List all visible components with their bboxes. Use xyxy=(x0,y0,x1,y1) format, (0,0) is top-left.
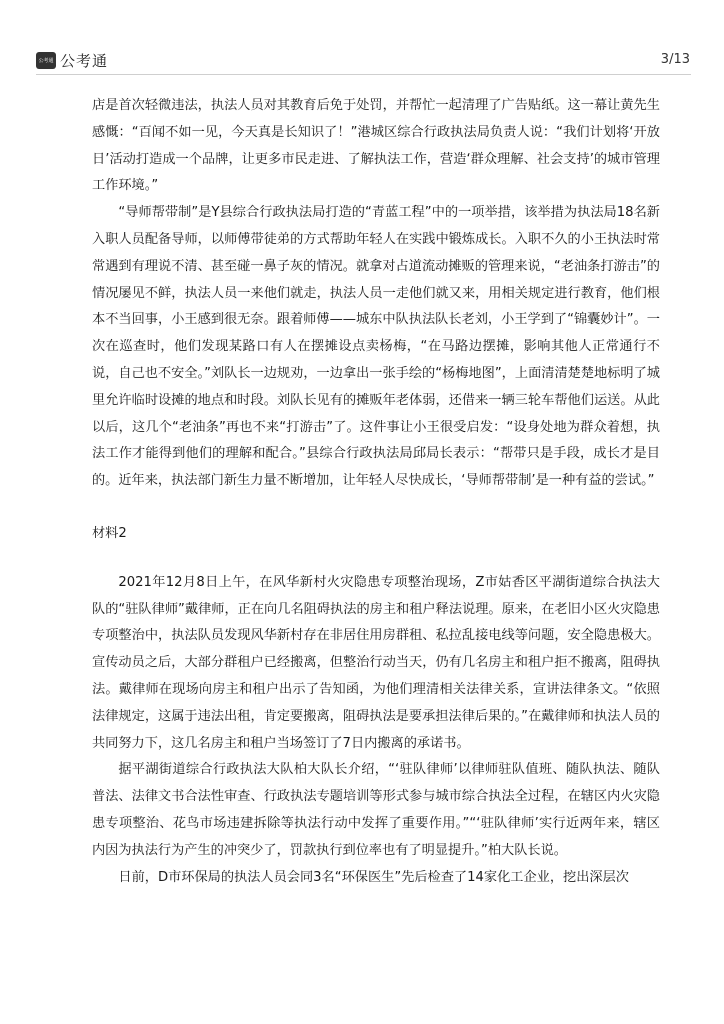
header-divider xyxy=(36,74,691,75)
paragraph-1: 店是首次轻微违法，执法人员对其教育后免于处罚，并帮忙一起清理了广告贴纸。这一幕让黄先生感慨：“百闻不如一见，今天真是长知识了！”港城区综合行政执法局负责人说：“我们计划将‘开放日’活动打造成一个品牌，让更多市民走进、了解执法工作，营造‘群众理解、社会支持’的城市管理工作环境。” xyxy=(92,98,660,194)
logo-badge-text: 公考通 xyxy=(38,58,54,64)
paragraph-5: 日前，D市环保局的执法人员会同3名“环保医生”先后检查了14家化工企业，挖出深层次 xyxy=(118,869,629,885)
paragraph-2: “导师帮带制”是Y县综合行政执法局打造的“青蓝工程”中的一项举措，该举措为执法局18名新入职人员配备导师，以师傅带徒弟的方式帮助年轻人在实践中锻炼成长。入职不久的小王执法时常常遇到有理说不清、甚至碰一鼻子灰的情况。就拿对占道流动摊贩的管理来说，“老油条打游击”的情况屡见不鲜，执法人员一来他们就走，执法人员一走他们就又来，用相关规定进行教育，他们根本不当回事，小王感到很无奈。跟着师傅——城东中队执法队长老刘，小王学到了“锦囊妙计”。一次在巡查时，他们发现某路口有人在摆摊设点卖杨梅，“在马路边摆摊，影响其他人正常通行不说，自己也不安全。”刘队长一边规劝，一边拿出一张手绘的“杨梅地图”，上面清清楚楚地标明了城里允许临时设摊的地点和时段。刘队长见有的摊贩年老体弱，还借来一辆三轮车帮他们运送。从此以后，这几个“老油条”再也不来“打游击”了。这件事让小王很受启发：“设身处地为群众着想，执法工作才能得到他们的理解和配合。”县综合行政执法局邱局长表示：“帮带只是手段，成长才是目的。近年来，执法部门新生力量不断增加，让年轻人尽快成长，‘导师帮带制’是一种有益的尝试。” xyxy=(92,205,660,489)
logo-badge-icon xyxy=(36,52,56,69)
brand-logo xyxy=(36,50,108,71)
page-indicator: 3/13 xyxy=(660,52,690,67)
section-heading-material-2: 材料2 xyxy=(92,525,127,541)
logo-text: 公考通 xyxy=(60,52,109,70)
page-header xyxy=(0,0,724,78)
document-body xyxy=(92,93,660,891)
paragraph-4: 据平湖街道综合行政执法大队柏大队长介绍，“‘驻队律师’以律师驻队值班、随队执法、随队普法、法律文书合法性审查、行政执法专题培训等形式参与城市综合执法全过程，在辖区内火灾隐患专项整治、花鸟市场违建拆除等执法行动中发挥了重要作用。”“‘驻队律师’实行近两年来，辖区内因为执法行为产生的冲突少了，罚款执行到位率也有了明显提升。”柏大队长说。 xyxy=(92,762,660,858)
paragraph-3: 2021年12月8日上午，在风华新村火灾隐患专项整治现场，Z市姑香区平湖街道综合执法大队的“驻队律师”戴律师，正在向几名阻碍执法的房主和租户释法说理。原来，在老旧小区火灾隐患专项整治中，执法队员发现风华新村存在非居住用房群租、私拉乱接电线等问题，安全隐患极大。宣传动员之后，大部分群租户已经搬离，但整治行动当天，仍有几名房主和租户拒不搬离，阻碍执法。戴律师在现场向房主和租户出示了告知函，为他们理清相关法律关系，宣讲法律条文。“依照法律规定，这属于违法出租，肯定要搬离，阻碍执法是要承担法律后果的。”在戴律师和执法人员的共同努力下，这几名房主和租户当场签订了7日内搬离的承诺书。 xyxy=(92,574,660,751)
